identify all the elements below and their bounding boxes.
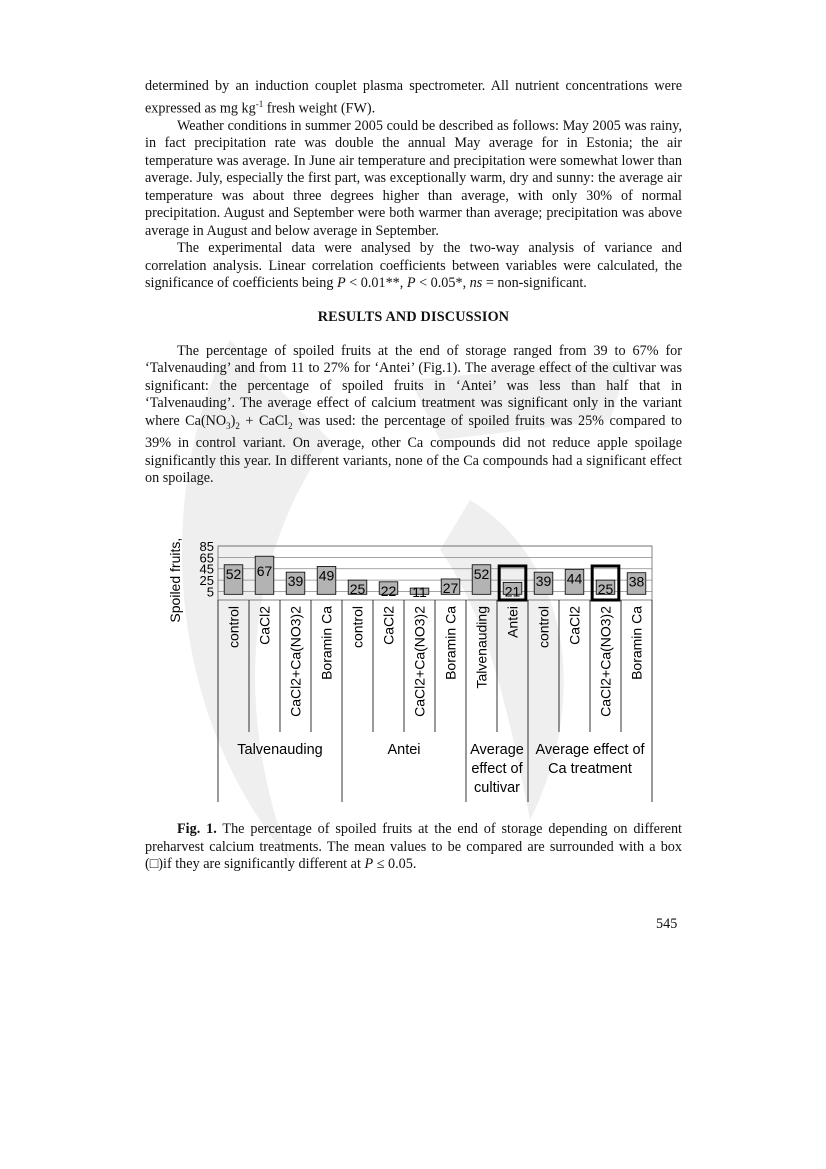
x-tick-label: Talvenauding [473,606,490,689]
group-label: Antei [387,742,421,758]
x-tick-label: Boramin Ca [318,606,335,680]
data-label: 25 [349,581,366,598]
group-label: Ca treatment [548,761,632,777]
group-label: cultivar [474,780,520,796]
group-label: Average effect of [535,742,645,758]
y-tick-label: 45 [199,561,214,577]
plot-frame [218,546,652,600]
x-tick-label: control [225,606,242,649]
data-label: 38 [628,573,645,590]
data-label: 52 [225,565,242,582]
x-tick-label: CaCl2 [256,606,273,645]
x-tick-label: CaCl2+Ca(NO3)2 [411,606,428,717]
paragraph-methods-end: determined by an induction couplet plasma spectrometer. All nutrient concentrations were expressed as mg $kg^{-1}$ fresh weight (FW). [145,78,682,117]
page-number: 545 [656,916,678,932]
data-label: 49 [318,567,335,584]
figure-1-chart [160,536,660,806]
x-tick-label: Antei [504,606,521,638]
data-label: 25 [597,581,614,598]
data-label: 22 [380,582,397,599]
data-label: 44 [566,570,583,587]
y-axis-label: Spoiled fruits, % [167,536,183,623]
y-tick-label: 5 [206,584,214,600]
data-label: 39 [535,573,552,590]
x-tick-label: CaCl2+Ca(NO3)2 [287,606,304,717]
group-label: Talvenauding [237,742,323,758]
x-tick-label: CaCl2 [380,606,397,645]
data-label: 21 [504,583,521,600]
bar-chart [160,536,660,806]
x-tick-label: CaCl2+Ca(NO3)2 [597,606,614,717]
x-tick-label: control [535,606,552,649]
data-label: 27 [442,579,459,596]
section-heading: RESULTS AND DISCUSSION [317,308,510,325]
x-tick-label: control [349,606,366,649]
data-label: 39 [287,573,304,590]
paragraph-statistics: The experimental data were analysed by the two-way analysis of variance and correlation analysis. Linear correlation coefficients between variables were calculated, the significance of coefficients being P < 0.01**, P < 0.05*, ns = non-significant. [145,240,682,292]
y-tick-label: 85 [199,539,214,554]
data-label: 11 [412,584,427,600]
y-tick-label: 25 [199,573,214,589]
group-label: effect of [471,761,523,777]
data-label: 67 [256,563,273,579]
page-body [145,78,682,488]
x-tick-label: Boramin Ca [628,606,645,680]
paragraph-results: The percentage of spoiled fruits at the end of storage ranged from 39 to 67% for ‘Talvenauding’ and from 11 to 27% for ‘Antei’ (Fig.1). The average effect of the cultivar was significant: the percentage of spoiled fruits in ‘Antei’ was less than half that in ‘Talvenauding’. The average effect of calcium treatment was significant only in the variant where $Ca(NO_3)_2$ + CaCl$_2$ was used: the percentage of spoiled fruits was 25% compared to 39% in control variant. On average, other Ca compounds did not reduce apple spoilage significantly this year. In different variants, none of the Ca compounds had a significant effect on spoilage. [145,342,682,487]
figure-caption: Fig. 1. The percentage of spoiled fruits at the end of storage depending on different preharvest calcium treatments. The mean values to be compared are surrounded with a box (□)if they are significantly different at P ≤ 0.05. [145,821,682,872]
y-tick-label: 65 [199,550,214,566]
group-label: Average [470,742,524,758]
paragraph-weather: Weather conditions in summer 2005 could be described as follows: May 2005 was rainy, in fact precipitation rate was double the annual May average for in Estonia; the air temperature was average. In June air temperature and precipitation were somewhat lower than average. July, especially the first part, was exceptionally warm, dry and sunny: the average air temperature was about three degrees higher than average, with only 30% of normal precipitation. August and September were both warmer than average; precipitation was above average in August and below average in September. [145,117,682,239]
x-tick-label: Boramin Ca [442,606,459,680]
data-label: 52 [473,565,490,582]
x-tick-label: CaCl2 [566,606,583,645]
